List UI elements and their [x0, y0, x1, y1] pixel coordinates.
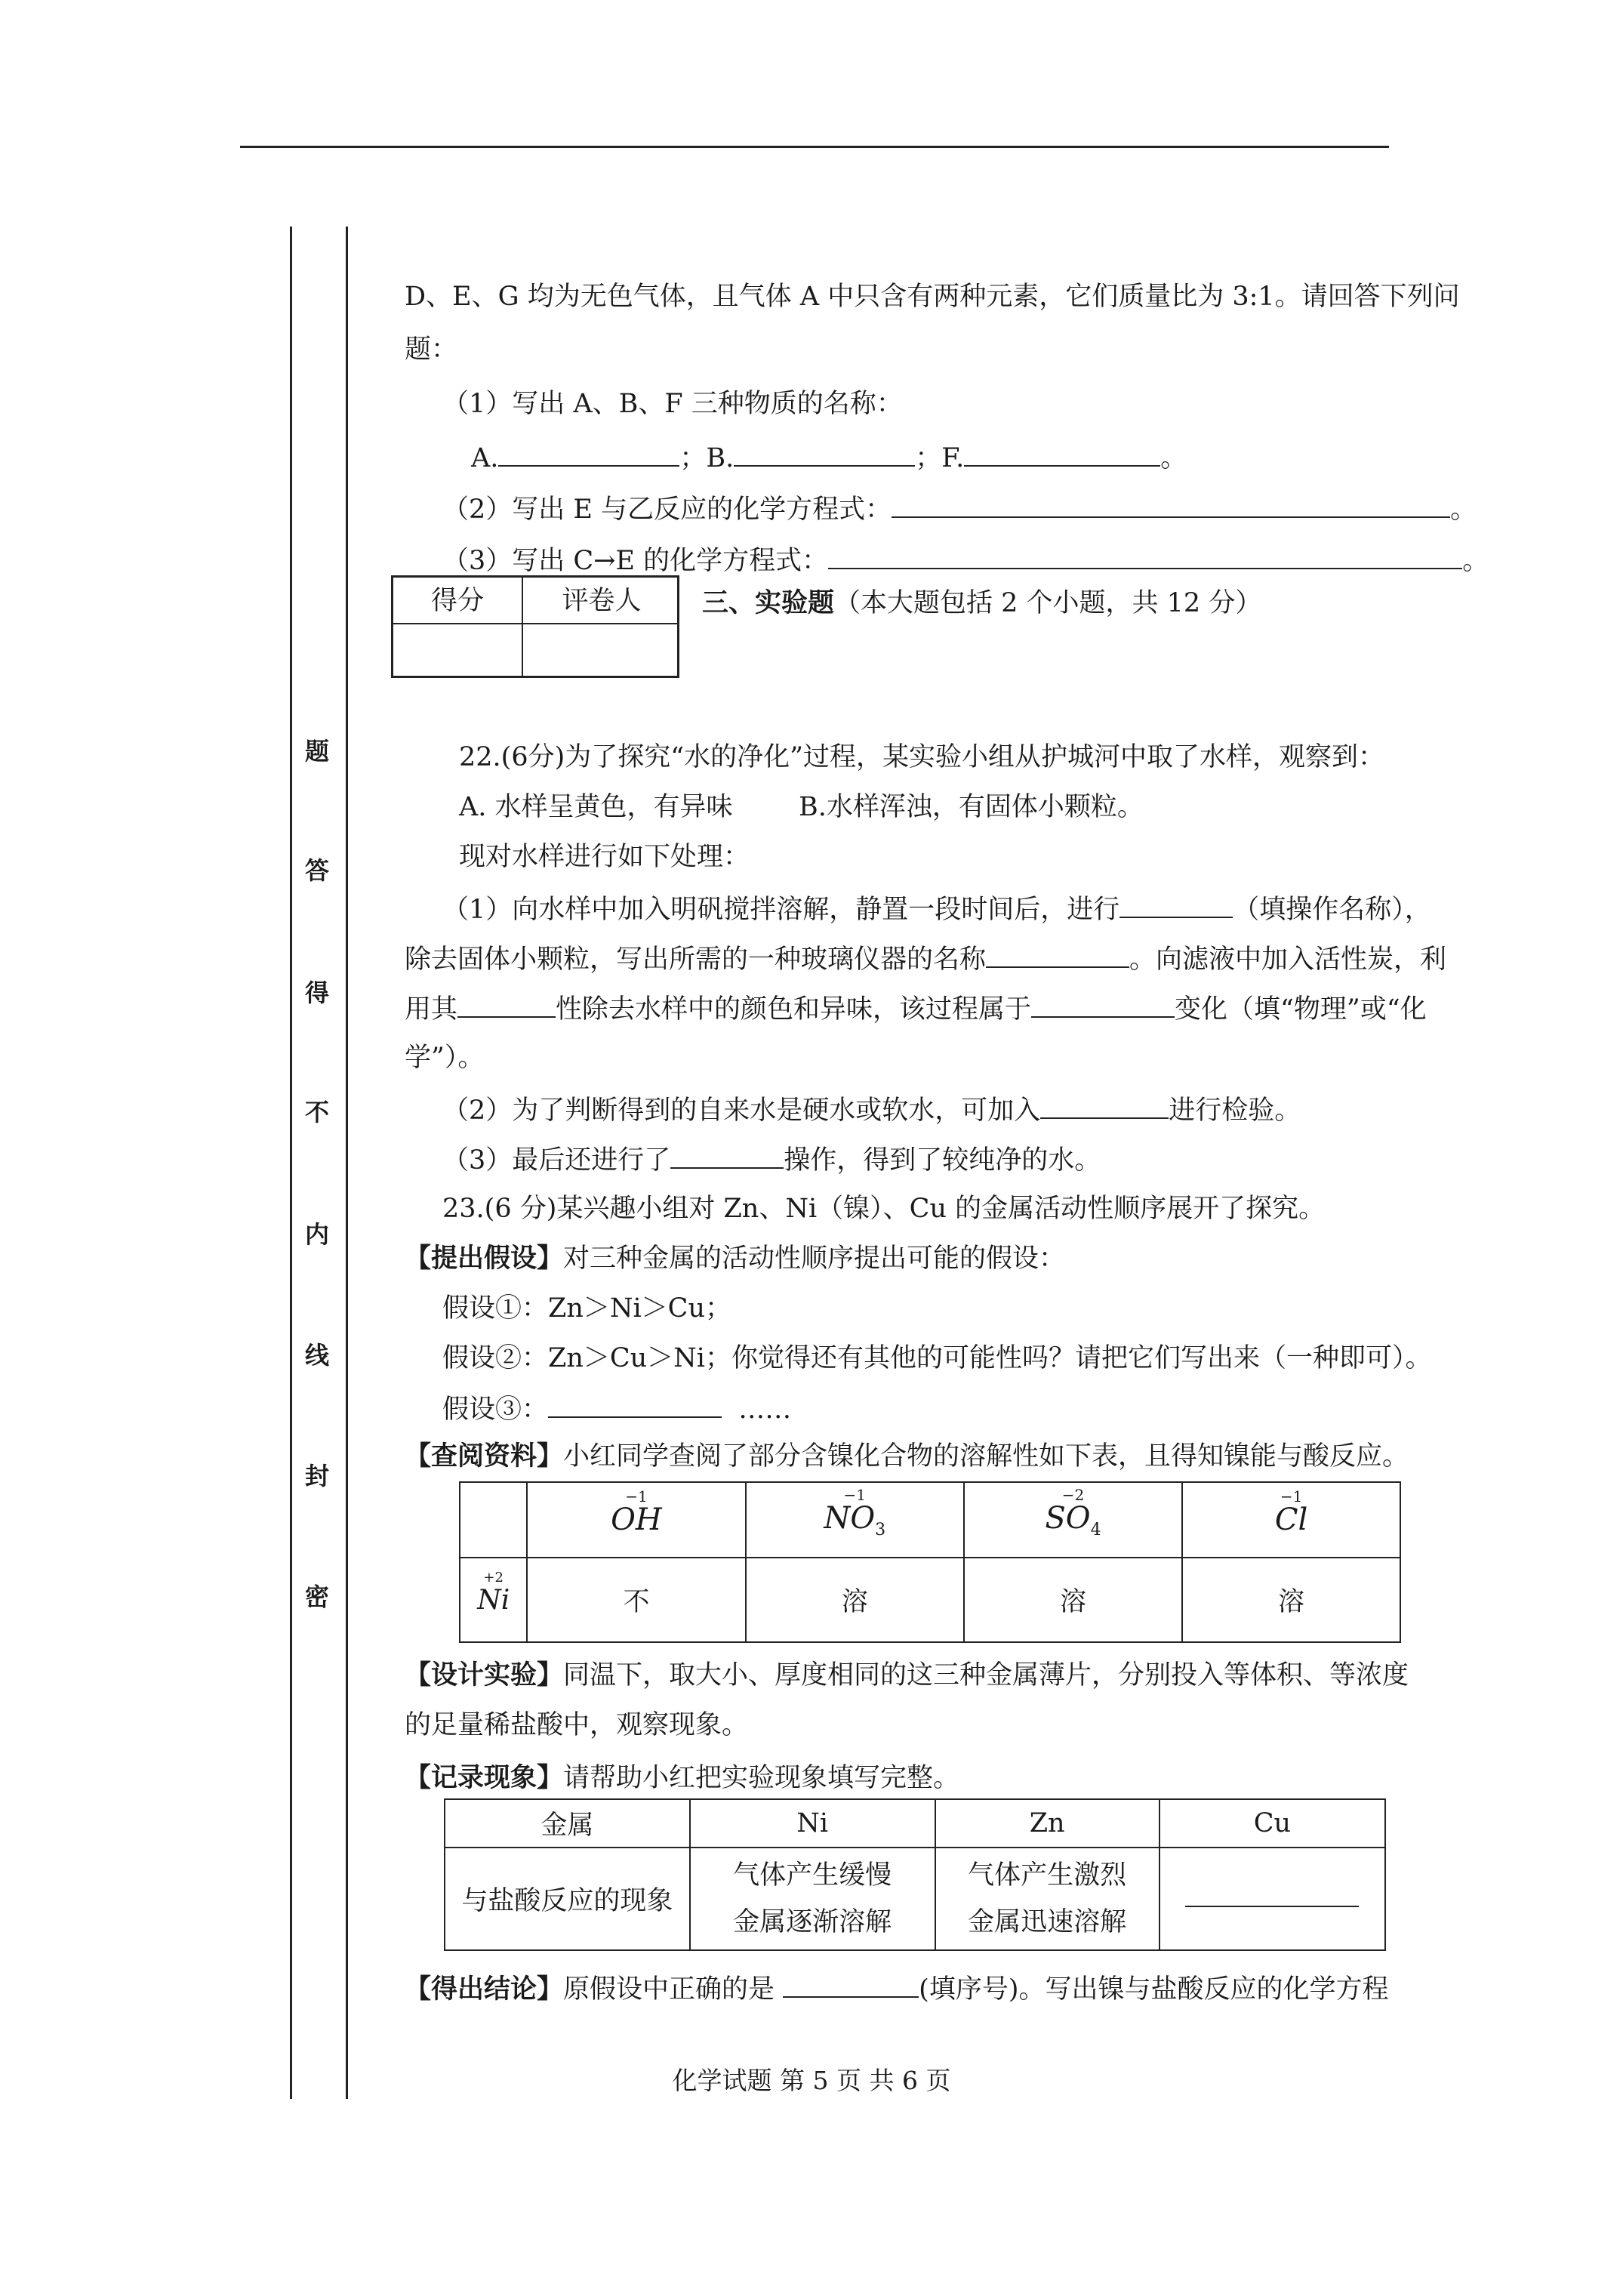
seal-char-2: 答 — [304, 856, 329, 885]
q22-p1-b: （填操作名称）， — [1233, 895, 1431, 925]
seal-char-6: 线 — [304, 1341, 329, 1370]
q1-end: 。 — [1160, 443, 1187, 473]
q2-end: 。 — [1450, 495, 1477, 525]
record-cu-cell — [1160, 1848, 1385, 1950]
score-box-divider — [393, 623, 677, 624]
ni-charge: +2 — [483, 1569, 504, 1586]
q22-p1-g: 变化（填“物理”或“化 — [1175, 994, 1427, 1025]
no3-formula: NO — [824, 1500, 876, 1536]
record-zn-1: 气体产生激烈 — [968, 1860, 1127, 1891]
q23-design-text: 同温下，取大小、厚度相同的这三种金属薄片，分别投入等体积、等浓度 — [563, 1660, 1409, 1690]
q23-ref-tag: 【查阅资料】 — [405, 1441, 564, 1472]
seal-char-7: 封 — [304, 1462, 329, 1490]
q22-p1-e: 用其 — [405, 994, 458, 1025]
q22-final-op-blank[interactable] — [670, 1142, 784, 1169]
intro-line-2: 题： — [405, 334, 458, 365]
q23-h3-b: …… — [738, 1395, 792, 1425]
q22-change-blank[interactable] — [1031, 991, 1175, 1018]
anion-so4 — [964, 1482, 1182, 1558]
q22-p2-line — [442, 1092, 1301, 1128]
q23-stem: 23.(6 分)某兴趣小组对 Zn、Ni（镍）、Cu 的金属活动性顺序展开了探究。 — [442, 1194, 1326, 1224]
q22-p1-h: 学”）。 — [405, 1043, 485, 1073]
record-header-metal: 金属 — [445, 1799, 690, 1848]
q22-p1-c: 除去固体小颗粒，写出所需的一种玻璃仪器的名称 — [405, 945, 987, 975]
q23-concl-b: (填序号)。写出镍与盐酸反应的化学方程 — [919, 1974, 1389, 2005]
q23-h3-blank[interactable] — [548, 1391, 722, 1418]
q22-p1-line3 — [405, 991, 1427, 1027]
record-cu-blank[interactable] — [1185, 1891, 1359, 1907]
record-zn-2: 金属迅速溶解 — [968, 1907, 1127, 1937]
so4-subscript: 4 — [1090, 1520, 1101, 1539]
record-header-ni: Ni — [690, 1799, 935, 1848]
q22-obs-a: A. 水样呈黄色，有异味 — [459, 792, 733, 822]
q1-a-label: A. — [471, 443, 499, 473]
q22-p3-b: 操作，得到了较纯净的水。 — [784, 1145, 1101, 1176]
q23-concl-tag: 【得出结论】 — [405, 1974, 564, 2005]
cl-charge: −1 — [1280, 1487, 1303, 1505]
q23-record-text: 请帮助小红把实验现象填写完整。 — [563, 1763, 960, 1793]
q23-record-tag: 【记录现象】 — [405, 1762, 564, 1793]
anion-cl — [1182, 1482, 1400, 1558]
q23-concl-a: 原假设中正确的是 — [563, 1974, 775, 2005]
cl-formula: Cl — [1274, 1502, 1308, 1537]
section3-title: 三、实验题 — [702, 587, 835, 618]
so4-formula: SO — [1045, 1500, 1091, 1536]
seal-char-4: 不 — [304, 1098, 329, 1126]
q3-end: 。 — [1462, 546, 1489, 576]
q22-p1-line1 — [442, 891, 1431, 927]
q23-h3-line — [442, 1391, 791, 1427]
solubility-so4: 溶 — [964, 1558, 1182, 1642]
q1-b-blank[interactable] — [734, 439, 915, 467]
page-footer: 化学试题 第 5 页 共 6 页 — [672, 2066, 951, 2095]
oh-charge: −1 — [625, 1487, 648, 1505]
seal-char-3: 得 — [304, 978, 329, 1007]
q22-instrument-blank[interactable] — [986, 941, 1129, 968]
record-header-zn: Zn — [935, 1799, 1160, 1848]
record-ni-cell — [690, 1848, 935, 1950]
seal-char-5: 内 — [304, 1220, 329, 1249]
anion-no3 — [746, 1482, 964, 1558]
q22-operation-blank[interactable] — [1119, 891, 1233, 918]
q22-p2-b: 进行检验。 — [1169, 1096, 1301, 1126]
q23-design — [405, 1658, 1409, 1693]
solubility-no3: 溶 — [746, 1558, 964, 1642]
q1-a-blank[interactable] — [498, 439, 679, 467]
q23-design-2: 的足量稀盐酸中，观察现象。 — [405, 1710, 749, 1740]
record-zn-cell — [935, 1848, 1160, 1950]
margin-line-right — [346, 227, 348, 2099]
q22-obs-b: B.水样浑浊，有固体小颗粒。 — [799, 792, 1144, 822]
ni-formula: Ni — [477, 1584, 510, 1616]
q23-h2: 假设②：Zn＞Cu＞Ni；你觉得还有其他的可能性吗？请把它们写出来（一种即可）。 — [442, 1343, 1432, 1373]
score-label: 得分 — [430, 586, 484, 616]
record-row-label: 与盐酸反应的现象 — [445, 1848, 690, 1950]
q3-blank[interactable] — [828, 542, 1462, 569]
q23-record — [405, 1761, 959, 1795]
q23-reference — [405, 1439, 1409, 1474]
q22-p3-line — [442, 1142, 1101, 1178]
solubility-cl: 溶 — [1182, 1558, 1400, 1642]
q22-p1-f: 性除去水样中的颜色和异味，该过程属于 — [556, 994, 1032, 1025]
intro-line-1: D、E、G 均为无色气体，且气体 A 中只含有两种元素，它们质量比为 3:1。请回答下列问 — [405, 282, 1460, 312]
q2-line — [442, 491, 1477, 527]
score-box — [391, 575, 679, 678]
q1-b-label: ；B. — [679, 443, 735, 473]
record-ni-1: 气体产生缓慢 — [733, 1860, 892, 1891]
q1-f-label: ；F. — [915, 443, 965, 473]
seal-char-1: 题 — [304, 737, 329, 766]
q22-stem: 22.(6分)为了探究“水的净化”过程，某实验小组从护城河中取了水样，观察到： — [459, 742, 1385, 772]
so4-charge: −2 — [1061, 1485, 1085, 1504]
q23-ref-text: 小红同学查阅了部分含镍化合物的溶解性如下表，且得知镍能与酸反应。 — [563, 1441, 1409, 1472]
q23-correct-hypo-blank[interactable] — [783, 1971, 919, 1998]
q23-h1: 假设①：Zn＞Ni＞Cu； — [442, 1293, 732, 1324]
q22-p3-a: （3）最后还进行了 — [442, 1145, 671, 1176]
q22-reagent-blank[interactable] — [1040, 1092, 1169, 1119]
q23-h3-a: 假设③： — [442, 1395, 549, 1425]
section3-note: （本大题包括 2 个小题，共 12 分） — [834, 588, 1262, 618]
solubility-corner — [460, 1482, 527, 1558]
q3-line — [442, 542, 1489, 578]
q22-p1-d: 。向滤液中加入活性炭，利 — [1129, 945, 1447, 975]
q23-conclusion — [405, 1971, 1388, 2007]
top-rule — [240, 146, 1389, 148]
anion-oh — [527, 1482, 745, 1558]
solubility-oh: 不 — [527, 1558, 745, 1642]
solubility-table — [459, 1481, 1401, 1643]
record-table — [444, 1798, 1386, 1951]
q23-hypothesis — [405, 1241, 1065, 1276]
section3-heading — [702, 586, 1261, 621]
q1-f-blank[interactable] — [964, 439, 1160, 467]
margin-line-left — [290, 227, 292, 2099]
q22-p1-line2 — [405, 941, 1446, 977]
q1-answer-line — [471, 439, 1187, 476]
q22-p1-a: （1）向水样中加入明矾搅拌溶解，静置一段时间后，进行 — [442, 895, 1120, 925]
cation-ni — [460, 1558, 527, 1642]
record-header-cu: Cu — [1160, 1799, 1385, 1848]
oh-formula: OH — [611, 1502, 662, 1537]
q23-design-tag: 【设计实验】 — [405, 1660, 564, 1690]
q2-text: （2）写出 E 与乙反应的化学方程式： — [442, 495, 892, 525]
q23-hypo-text: 对三种金属的活动性顺序提出可能的假设： — [563, 1244, 1066, 1274]
q22-p2-a: （2）为了判断得到的自来水是硬水或软水，可加入 — [442, 1096, 1041, 1126]
no3-charge: −1 — [843, 1485, 866, 1504]
record-ni-2: 金属逐渐溶解 — [733, 1907, 892, 1937]
reviewer-label: 评卷人 — [562, 586, 642, 616]
q23-hypo-tag: 【提出假设】 — [405, 1243, 564, 1274]
q22-property-blank[interactable] — [457, 991, 556, 1018]
q1-text: （1）写出 A、B、F 三种物质的名称： — [442, 389, 903, 419]
q2-blank[interactable] — [892, 491, 1450, 518]
seal-char-8: 密 — [304, 1583, 329, 1611]
q22-process: 现对水样进行如下处理： — [459, 842, 750, 872]
no3-subscript: 3 — [875, 1520, 886, 1539]
q3-text: （3）写出 C→E 的化学方程式： — [442, 546, 829, 576]
